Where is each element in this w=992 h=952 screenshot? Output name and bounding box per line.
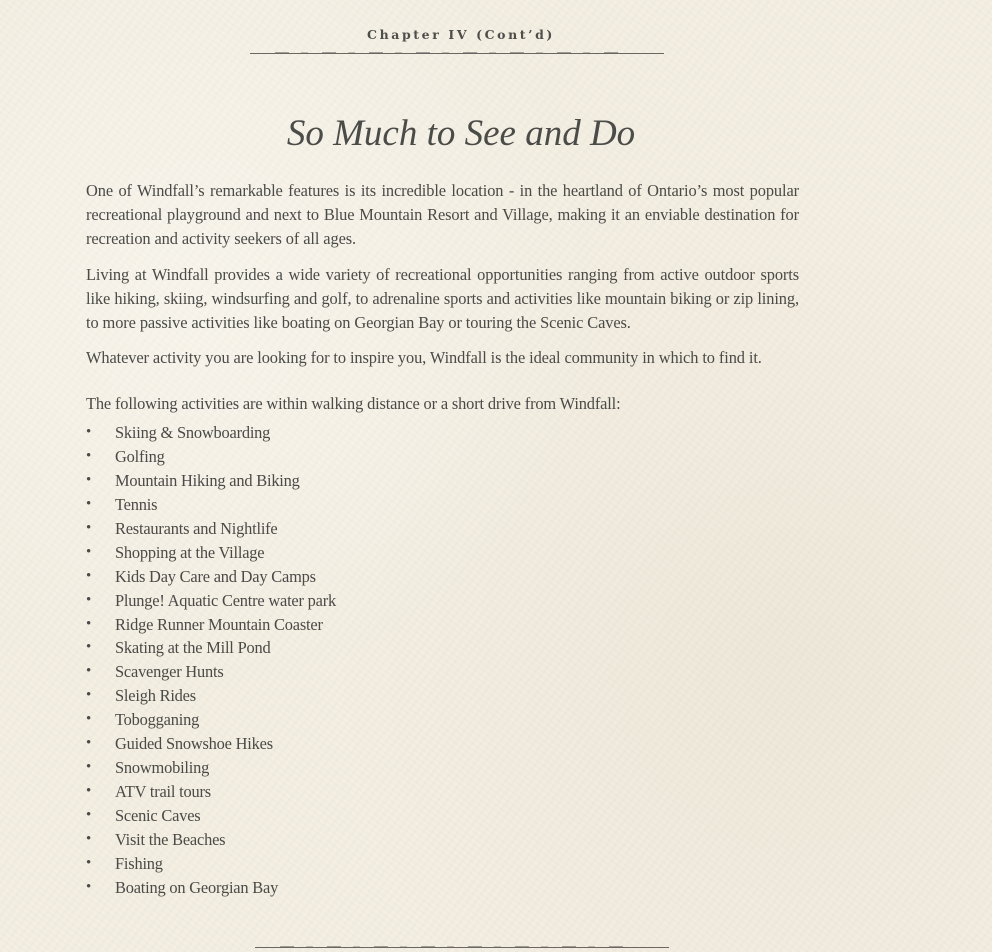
list-item xyxy=(86,541,799,565)
bullet-icon: • xyxy=(86,735,92,752)
activity-label: Snowmobiling xyxy=(115,758,210,778)
activity-label: ATV trail tours xyxy=(115,782,211,802)
bullet-icon: • xyxy=(86,591,92,608)
activity-label: Sleigh Rides xyxy=(115,686,196,706)
activity-label: Shopping at the Village xyxy=(115,542,265,562)
bullet-icon: • xyxy=(86,424,92,440)
paragraph-inspire: Whatever activity you are looking for to inspire you, Windfall is the ideal community in which to find it. xyxy=(86,348,762,367)
page-body xyxy=(86,179,799,900)
top-divider xyxy=(250,53,664,54)
activity-label: Golfing xyxy=(115,446,165,466)
bullet-icon: • xyxy=(86,687,92,704)
bullet-icon: • xyxy=(86,543,92,560)
activity-label: Scenic Caves xyxy=(115,806,201,825)
bullet-icon: • xyxy=(86,663,92,680)
list-item xyxy=(86,636,799,660)
list-item xyxy=(86,708,799,732)
list-item xyxy=(86,852,799,876)
bullet-icon: • xyxy=(86,471,92,488)
activities-list xyxy=(86,421,799,900)
activity-label: Visit the Beaches xyxy=(115,829,226,849)
list-item xyxy=(86,732,799,756)
bullet-icon: • xyxy=(86,783,92,800)
activity-label: Boating on Georgian Bay xyxy=(115,877,279,897)
list-item xyxy=(86,804,799,828)
activity-label: Tennis xyxy=(115,494,158,514)
activity-label: Plunge! Aquatic Centre water park xyxy=(115,590,336,610)
bullet-icon: • xyxy=(86,830,92,847)
bullet-icon: • xyxy=(86,567,92,584)
activity-label: Kids Day Care and Day Camps xyxy=(115,566,316,586)
list-item xyxy=(86,613,799,637)
list-item xyxy=(86,565,799,589)
bullet-icon: • xyxy=(86,519,92,536)
list-item xyxy=(86,828,799,852)
activity-label: Skiing & Snowboarding xyxy=(115,423,271,442)
chapter-heading: Chapter IV (Cont’d) xyxy=(367,27,555,42)
list-item xyxy=(86,876,799,900)
bullet-icon: • xyxy=(86,807,92,823)
activities-intro: The following activities are within walking distance or a short drive from Windfall: xyxy=(86,394,621,413)
bullet-icon: • xyxy=(86,447,92,464)
list-item xyxy=(86,493,799,517)
activity-label: Mountain Hiking and Biking xyxy=(115,470,300,490)
bullet-icon: • xyxy=(86,878,92,895)
activity-label: Fishing xyxy=(115,853,163,873)
activity-label: Scavenger Hunts xyxy=(115,662,224,682)
bullet-icon: • xyxy=(86,759,92,776)
activity-label: Ridge Runner Mountain Coaster xyxy=(115,614,323,634)
activity-label: Guided Snowshoe Hikes xyxy=(115,734,273,754)
activity-label: Restaurants and Nightlife xyxy=(115,518,278,538)
activity-label: Tobogganing xyxy=(115,710,200,730)
list-item xyxy=(86,684,799,708)
list-item xyxy=(86,756,799,780)
bullet-icon: • xyxy=(86,495,92,512)
list-item xyxy=(86,517,799,541)
paragraph-location: One of Windfall’s remarkable features is its incredible location - in the heartland of Ontario’s most popular recreational playground and next to Blue Mountain Resort and Village, making it an enviable destination for recreation and activity seekers of all ages. xyxy=(86,181,799,248)
list-item xyxy=(86,421,799,445)
bullet-icon: • xyxy=(86,854,92,871)
bullet-icon: • xyxy=(86,639,92,656)
bottom-divider xyxy=(255,947,669,948)
bullet-icon: • xyxy=(86,615,92,632)
activity-label: Skating at the Mill Pond xyxy=(115,638,271,658)
list-item xyxy=(86,780,799,804)
list-item xyxy=(86,469,799,493)
bullet-icon: • xyxy=(86,711,92,728)
page-title: So Much to See and Do xyxy=(286,113,636,154)
list-item xyxy=(86,589,799,613)
list-item xyxy=(86,660,799,684)
paragraph-opportunities: Living at Windfall provides a wide variety of recreational opportunities ranging from active outdoor sports like hiking, skiing, windsurfing and golf, to adrenaline sports and activities like mountain biking or zip lining, to more passive activities like boating on Georgian Bay or touring the Scenic Caves. xyxy=(86,264,799,332)
list-item xyxy=(86,445,799,469)
